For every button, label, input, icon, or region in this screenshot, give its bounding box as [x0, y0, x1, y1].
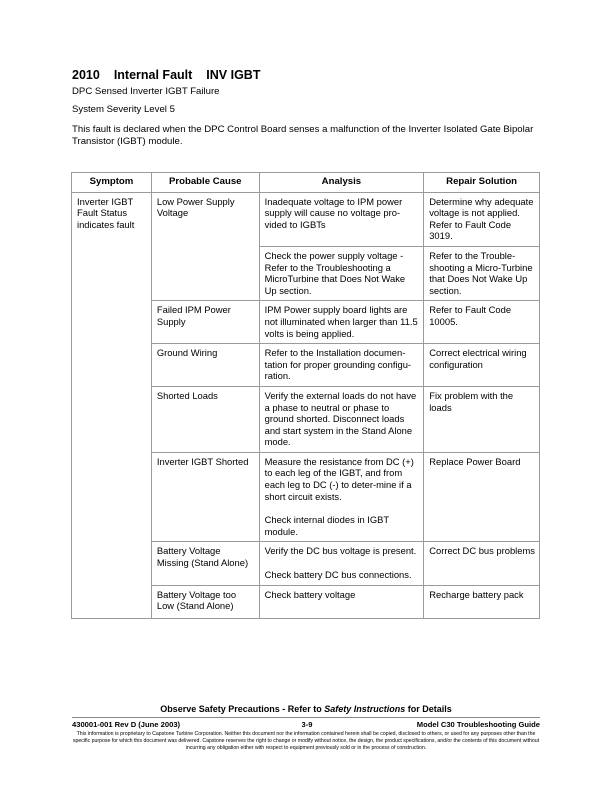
fault-description: DPC Sensed Inverter IGBT Failure	[72, 86, 220, 97]
repair-cell: Recharge battery pack	[424, 585, 540, 618]
analysis-cell	[259, 386, 424, 452]
analysis-cell	[259, 542, 424, 585]
analysis-text: Refer to the Installation documen-tation for proper grounding configu-ration.	[264, 347, 412, 382]
cause-cell: Shorted Loads	[151, 386, 259, 452]
repair-cell: Correct electrical wiring configuration	[424, 344, 540, 387]
table-header-row	[72, 173, 540, 193]
analysis-text: Measure the resistance from DC (+) to each leg of the IGBT, and from each leg to DC (-) to deter-mine if a short circuit exists.	[264, 455, 414, 502]
analysis-text: Verify the external loads do not have a phase to neutral or phase to ground shorted. Disconnect loads and start system in the Stand Alone mode.	[264, 389, 417, 448]
analysis-text-secondary: Check battery DC bus connections.	[264, 569, 412, 581]
section-title	[72, 68, 260, 82]
cause-cell: Ground Wiring	[151, 344, 259, 387]
analysis-cell	[259, 246, 424, 300]
repair-cell: Refer to Fault Code 10005.	[424, 301, 540, 344]
analysis-cell	[259, 452, 424, 542]
fault-body-text: This fault is declared when the DPC Control Board senses a malfunction of the Inverter Isolated Gate Bipolar Transistor (IGBT) module.	[72, 124, 534, 147]
analysis-cell	[259, 301, 424, 344]
repair-cell: Refer to the Trouble-shooting a Micro-Turbine that Does Not Wake Up section.	[424, 246, 540, 300]
safety-suffix: for Details	[405, 704, 452, 714]
analysis-text-secondary: Check internal diodes in IGBT module.	[264, 514, 389, 537]
safety-instructions-ref: Safety Instructions	[324, 704, 406, 714]
fault-code: 2010	[72, 68, 100, 82]
safety-prefix: Observe Safety Precautions - Refer to	[160, 704, 325, 714]
analysis-text: Inadequate voltage to IPM power supply will cause no voltage pro-vided to IGBTs	[264, 195, 403, 230]
table-row	[72, 192, 540, 246]
cause-cell: Low Power Supply Voltage	[151, 192, 259, 301]
repair-cell: Replace Power Board	[424, 452, 540, 542]
cause-cell: Inverter IGBT Shorted	[151, 452, 259, 542]
analysis-text: Check the power supply voltage - Refer to the Troubleshooting a MicroTurbine that Does Not Wake Up section.	[264, 249, 406, 296]
repair-cell: Fix problem with the loads	[424, 386, 540, 452]
analysis-text: Verify the DC bus voltage is present.	[264, 545, 417, 557]
cause-cell: Battery Voltage too Low (Stand Alone)	[151, 585, 259, 618]
guide-title: Model C30 Troubleshooting Guide	[416, 720, 540, 729]
fault-name: Internal Fault	[113, 68, 193, 82]
symptom-cell: Inverter IGBT Fault Status indicates fault	[72, 192, 152, 618]
page-number: 3-9	[301, 720, 313, 729]
column-header-analysis: Analysis	[259, 173, 424, 193]
analysis-text: Check battery voltage	[264, 588, 356, 600]
repair-cell: Correct DC bus problems	[424, 542, 540, 585]
troubleshooting-table	[71, 172, 540, 619]
column-header-cause: Probable Cause	[151, 173, 259, 193]
footer-divider	[72, 717, 540, 718]
repair-cell: Determine why adequate voltage is not applied. Refer to Fault Code 3019.	[424, 192, 540, 246]
analysis-cell	[259, 585, 424, 618]
severity-level: System Severity Level 5	[72, 104, 175, 115]
analysis-text: IPM Power supply board lights are not illuminated when larger than 11.5 volts is being applied.	[264, 304, 418, 339]
document-id: 430001-001 Rev D (June 2003)	[72, 720, 181, 729]
fault-short-name: INV IGBT	[206, 68, 261, 82]
column-header-repair: Repair Solution	[424, 173, 540, 193]
analysis-cell	[259, 344, 424, 387]
cause-cell: Battery Voltage Missing (Stand Alone)	[151, 542, 259, 585]
legal-notice: This information is proprietary to Capstone Turbine Corporation. Neither this document nor the information contained herein shall be copied, disclosed to others, or used for any purposes other than the specific purpose for which this document was delivered. Capstone reserves the right to change or modify without notice, the design, the product specifications, and/or the contents of this document without incurring any obligation either with respect to equipment previously sold or in the process of construction.	[72, 731, 540, 751]
safety-notice	[0, 704, 612, 714]
cause-cell: Failed IPM Power Supply	[151, 301, 259, 344]
analysis-cell	[259, 192, 424, 246]
column-header-symptom: Symptom	[72, 173, 152, 193]
